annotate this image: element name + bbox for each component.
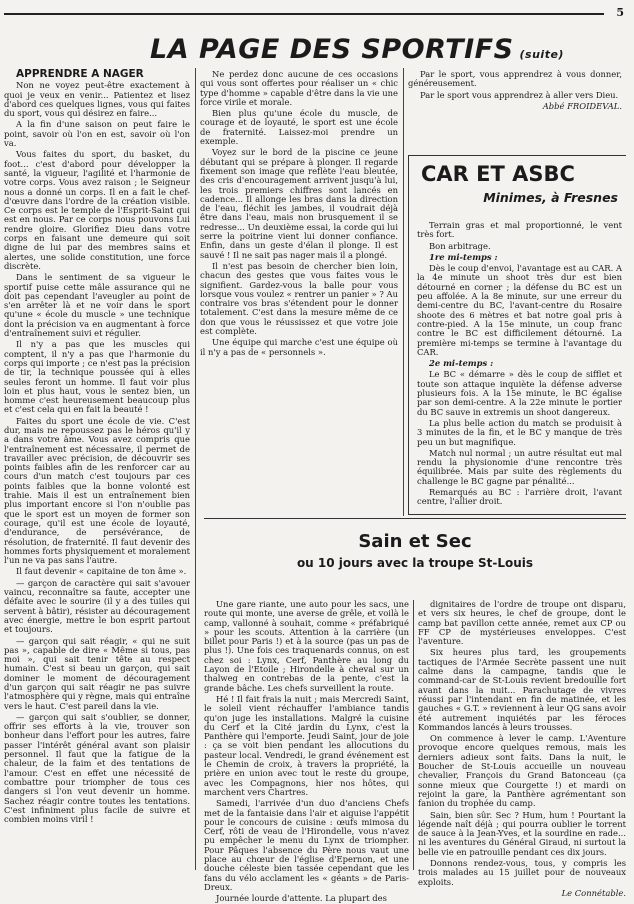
- article-continuation-column: [200, 70, 398, 500]
- paragraph: La plus belle action du match se produisit à 3 minutes de la fin, et le BC y manque de très peu un but magnifique.: [417, 417, 622, 447]
- paragraph: On commence à lever le camp. L'Aventure provoque encore quelques remous, mais les derniers adieux sont faits. Dans la nuit, le Boucher de St-Louis accueille un nouveau chevalier, François du Grand Batonceau (ça sonne mieux que Courgette !) et mardi on rejoint la gare, la Panthère agrémentant son fanion du trophée du camp.: [418, 733, 626, 809]
- paragraph: Une gare riante, une auto pour les sacs, une route qui monte, une averse de grêle, et voilà le camp, vallonné à souhait, comme « préfabriqué » pour les scouts. Attention à la carrière (un billet pour Paris !) et à la source (pas un pas de plus !). Une fois ces traquenards connus, on est chez soi : Lynx, Cerf, Panthère au long du Layon de l'Etoile ; Hirondelle à cheval sur un thalweg en contrebas de la pente, c'est la grande bâche. Les chefs surveillent la route.: [204, 599, 409, 693]
- page-title: [150, 34, 564, 65]
- page-title-text: LA PAGE DES SPORTIFS: [150, 34, 514, 65]
- paragraph: Hé ! Il fait frais la nuit ; mais Mercredi Saint, le soleil vient réchauffer l'ambiance tandis qu'on juge les installations. Malgré la cuisine du Cerf et la Cité jardin du Lynx, c'est la Panthère qui l'emporte. Jeudi Saint, jour de joie : ça se voit bien pendant les allocutions du pasteur local. Vendredi, le grand événement est le Chemin de croix, à travers la propriété, la prière en union avec tout le reste du groupe, avec les Compagnons, hier nos hôtes, qui marchent vers Chartres.: [204, 693, 409, 797]
- paragraph: Non ne voyez peut-être exactement à quoi je veux en venir... Patientez et lisez d'abord ces quelques lignes, vous qui faites du sport, vous qui désirez en faire...: [4, 80, 190, 119]
- paragraph: Par le sport, vous apprendrez à vous donner, généreusement.: [408, 69, 622, 89]
- page-title-suffix: (suite): [519, 48, 564, 61]
- paragraph: Remarqués au BC : l'arrière droit, l'avant centre, l'allier droit.: [417, 487, 622, 507]
- camp-article-subtitle: ou 10 jours avec la troupe St-Louis: [296, 556, 534, 570]
- paragraph: Il n'y a pas que les muscles qui comptent, il n'y a pas que l'harmonie du corps qui importe ; ce n'est pas la précision de tir, la technique poussée qui à elles seules feront un homme. Il faut voir plus loin et plus haut, vous le sentez bien, un homme c'est heureusement beaucoup plus et c'est cela qui en fait la beauté !: [4, 339, 190, 415]
- page-number: 5: [616, 6, 624, 19]
- first-half-label: 1re mi-temps :: [429, 251, 498, 262]
- paragraph: Ne perdez donc aucune de ces occasions qui vous sont offertes pour réaliser un « chic type d'homme » capable d'être dans la vie une force virile et morale.: [200, 69, 398, 107]
- paragraph: Voyez sur le bord de la piscine ce jeune débutant qui se prépare à plonger. Il regarde fixement son image que reflète l'eau bleutée, des cris d'encouragement arrivent jusqu'à lui, les trois premiers chiffres sont lancés en cadence... Il allonge les bras dans la direction de l'eau, fléchit les jambes, il voudrait déjà être dans l'eau, mais non brusquement il se redresse... Un deuxième essai, la corde qui lui serre la poitrine vient lui donner confiance. Enfin, dans un geste d'élan il plonge. Il est sauvé ! Il ne sait pas nager mais il a plongé.: [200, 147, 398, 260]
- paragraph: Il faut devenir « capitaine de ton âme ».: [16, 566, 187, 577]
- paragraph: Dès le coup d'envoi, l'avantage est au CAR. A la 4e minute un shoot très dur est bien détourné en corner ; la défense du BC est un peu affolée. A la 8e minute, sur une erreur du demi-centre du BC, l'avant-centre du Rosaire shoote des 6 mètres et bat notre goal pris à contre-pied. A la 15e minute, un coup franc contre le BC est difficilement détourné. La première mi-temps se termine à l'avantage du CAR.: [417, 263, 622, 357]
- paragraph: Journée lourde d'attente. La plupart des: [216, 893, 387, 904]
- paragraph: Samedi, l'arrivée d'un duo d'anciens Chefs met de la fantaisie dans l'air et aiguise l'appétit pour le concours de cuisine : œufs mimosa du Cerf, rôti de veau de l'Hirondelle, vous n'avez pu empêcher le menu du Lynx de triompher. Pour Pâques l'absence du Père nous vaut une place au chœur de l'église d'Epernon, et une douche céleste bien tassée cependant que les fans du vélo acclament les « géants » de Paris-Dreux.: [204, 798, 409, 892]
- article-heading: APPRENDRE A NAGER: [16, 68, 144, 80]
- camp-article-signature: Le Connétable.: [561, 887, 626, 898]
- paragraph: — garçon de caractère qui sait s'avouer vaincu, reconnaître sa faute, accepter une défaite avec le sourire (il y a des tuiles qui servent à bâtir), résister au découragement avec énergie, mettre le bon esprit partout et toujours.: [4, 577, 190, 635]
- paragraph: Dans le sentiment de sa vigueur le sportif puise cette mâle assurance qui ne doit pas cependant l'aveugler au point de s'en arrêter là et ne voir dans le sport qu'une « école du muscle » une technique dont la précision va en augmentant à force d'entraînement suivi et régulier.: [4, 272, 190, 339]
- top-rule: [4, 13, 604, 15]
- paragraph: dignitaires de l'ordre de troupe ont disparu, et vers six heures, le chef de groupe, dont le camp bat pavillon cette année, remet aux CP ou FF CP de mystérieuses enveloppes. C'est l'aventure.: [418, 599, 626, 647]
- camp-article-right-column: [418, 599, 626, 898]
- paragraph: Vous faites du sport, du basket, du foot... c'est d'abord pour développer la santé, la vigueur, l'agilité et l'harmonie de votre corps. Vous avez raison ; le Seigneur nous a donné un corps. Il en a fait le chef-d'œuvre dans l'ordre de la création visible. Ce corps est le temple de l'Esprit-Saint qui est en nous. Par ce corps nous pouvons Lui rendre gloire. Glorifiez Dieu dans votre corps en faisant une demeure qui soit digne de lui par des membres sains et alertes, une solide constitution, une force discrète.: [4, 149, 190, 271]
- paragraph: — garçon qui sait s'oublier, se donner, offrir ses efforts à la vie, trouver son bonheur dans l'effort pour les autres, faire passer l'intérêt général avant son plaisir personnel. Il faut que la fatigue de la chaleur, de la faim et des tentations de l'amour. C'est en effet une nécessité de combattre pour triompher de tous ces dangers si l'on veut devenir un homme. Sachez réagir contre toutes les tentations. C'est infiniment plus facile de suivre et combien moins viril !: [4, 711, 190, 825]
- paragraph: Match nul normal ; un autre résultat eut mal rendu la physionomie d'une rencontre très équilibrée. Mais par suite des règlements du challenge le BC gagne par pénalité...: [417, 447, 622, 486]
- paragraph: Sain, bien sûr. Sec ? Hum, hum ! Pourtant la légende naît déjà ; qui pourra oublier le torrent de sauce à la Jean-Yves, et la sourdine en rade... ni les aventures du Général Giraud, ni surtout la belle vie en patrouille pendant ces dix jours.: [418, 809, 626, 857]
- article-conclusion: [408, 70, 622, 152]
- match-report-subtitle: Minimes, à Fresnes: [483, 190, 618, 205]
- paragraph: Six heures plus tard, les groupements tactiques de l'Armée Secrète passent une nuit calme dans la campagne, tandis que le command-car de St-Louis revient bredouille fort avant dans la nuit... Parachutage de vivres réussi par l'intendant en fin de matinée, et les gauches « G.T. » reviennent à leur QG sans avoir été autrement inquiétés par les féroces Kommandos lancés à leurs trousses.: [418, 647, 626, 732]
- match-report-title: CAR ET ASBC: [421, 162, 575, 186]
- camp-article-title: Sain et Sec: [358, 531, 472, 552]
- match-report-body: [417, 221, 622, 511]
- vertical-rule-1: [195, 68, 196, 870]
- camp-article-header: [204, 518, 626, 599]
- paragraph: A la fin d'une saison on peut faire le point, savoir où l'on en est, savoir où l'on va.: [4, 119, 190, 149]
- paragraph: Bon arbitrage.: [429, 240, 491, 251]
- article-signature: Abbé FROIDEVAL.: [542, 100, 622, 111]
- paragraph: Il n'est pas besoin de chercher bien loin, chacun des gestes que vous faites vous le signifient. Gardez-vous la balle pour vous lorsque vous voulez « rentrer un panier » ? Au contraire vos bras s'étendent pour le donner totalement. C'est dans la mesure même de ce don que vous le réussissez et que votre joie est complète.: [200, 260, 398, 337]
- paragraph: Par le sport vous apprendrez à aller vers Dieu.: [420, 89, 619, 100]
- paragraph: Bien plus qu'une école du muscle, de courage et de loyauté, le sport est une école de fraternité. Laissez-moi prendre un exemple.: [200, 108, 398, 147]
- article-apprendre-a-nager: [4, 70, 190, 870]
- paragraph: Donnons rendez-vous, tous, y compris les trois malades au 15 juillet pour de nouveaux exploits.: [418, 858, 626, 887]
- paragraph: Le BC « démarre » dès le coup de sifflet et toute son attaque inquiète la défense adverse plusieurs fois. A la 15e minute, le BC égalise par son demi-centre. A la 22e minute le portier du BC sauve in extremis un shoot dangereux.: [417, 369, 622, 417]
- paragraph: Terrain gras et mal proportionné, le vent très fort.: [417, 220, 622, 240]
- paragraph: Une équipe qui marche c'est une équipe où il n'y a pas de « personnels ».: [200, 337, 398, 357]
- match-report-box: [408, 155, 626, 515]
- paragraph: Faites du sport une école de vie. C'est dur, mais ne repoussez pas le héros qu'il y a dans votre âme. Vous avez compris que l'entraînement est nécessaire, il permet de travailler avec précision, de découvrir ses points faibles afin de les renforcer car au cours d'un match c'est toujours par ces points faibles que la bonne volonté est trahie. Mais il est un entraînement bien plus important encore si l'on n'oublie pas que le sport est un moyen de former son courage, qu'il est une école de loyauté, d'endurance, de persévérance, de résolution, de fraternité. Il faut devenir des hommes forts physiquement et moralement l'un ne va pas sans l'autre.: [4, 415, 190, 566]
- paragraph: — garçon qui sait réagir, « qui ne suit pas », capable de dire « Même si tous, pas moi », qui sait tenir tête au respect humain. C'est si beau un garçon, qui sait dominer le moment de découragement d'un garçon qui sait réagir ne pas suivre l'atmosphère qui y règne, mais qui entraîne vers le haut. C'est pareil dans la vie.: [4, 635, 190, 711]
- camp-article-left-column: [204, 599, 409, 904]
- vertical-rule-3: [413, 600, 414, 870]
- vertical-rule-2: [403, 68, 404, 516]
- second-half-label: 2e mi-temps :: [429, 358, 494, 369]
